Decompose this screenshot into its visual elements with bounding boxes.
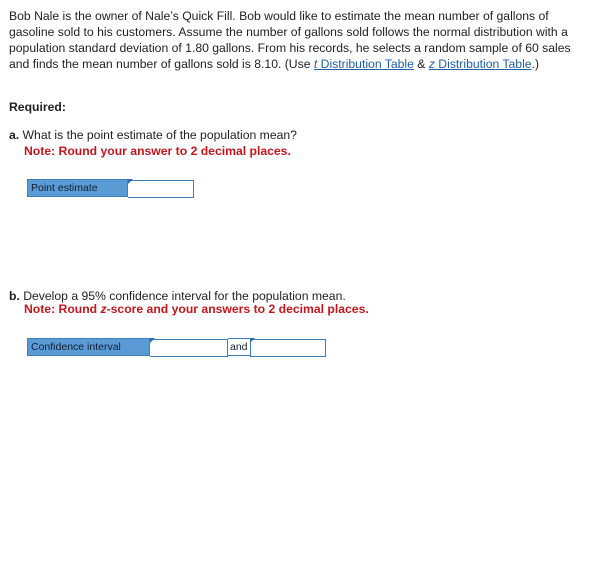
answer-flag-icon xyxy=(150,338,155,343)
point-estimate-row xyxy=(27,179,194,197)
lower-limit-input[interactable] xyxy=(150,339,228,357)
confidence-interval-row xyxy=(27,338,326,356)
part-b-question: b. Develop a 95% confidence interval for the population mean. xyxy=(9,289,346,303)
point-estimate-label: Point estimate xyxy=(27,179,128,197)
point-estimate-input[interactable] xyxy=(128,180,194,198)
upper-limit-input[interactable] xyxy=(250,339,326,357)
part-b-note: Note: Round z-score and your answers to 2 decimal places. xyxy=(24,302,369,316)
problem-text-end: .) xyxy=(531,57,540,71)
problem-text: Bob Nale is the owner of Nale’s Quick Fill. Bob would like to estimate the mean number of gallons of gasoline sold to his customers. Assume the number of gallons sold follows the normal distribution with a population standard deviation of 1.80 gallons. From his records, he selects a random sample of 60 sales and finds the mean number of gallons sold is 8.10. (Use xyxy=(9,9,571,71)
answer-flag-icon xyxy=(250,338,255,343)
problem-statement xyxy=(9,8,589,72)
part-a-question: a. What is the point estimate of the population mean? xyxy=(9,128,297,142)
answer-flag-icon xyxy=(128,179,133,184)
required-heading: Required: xyxy=(9,100,66,114)
link-separator: & xyxy=(413,57,429,71)
and-label: and xyxy=(228,338,250,356)
part-a-note: Note: Round your answer to 2 decimal places. xyxy=(24,144,291,158)
t-distribution-table-link[interactable]: t Distribution Table xyxy=(313,57,414,71)
z-distribution-table-link[interactable]: z Distribution Table xyxy=(428,57,532,71)
confidence-interval-label: Confidence interval xyxy=(27,338,150,356)
